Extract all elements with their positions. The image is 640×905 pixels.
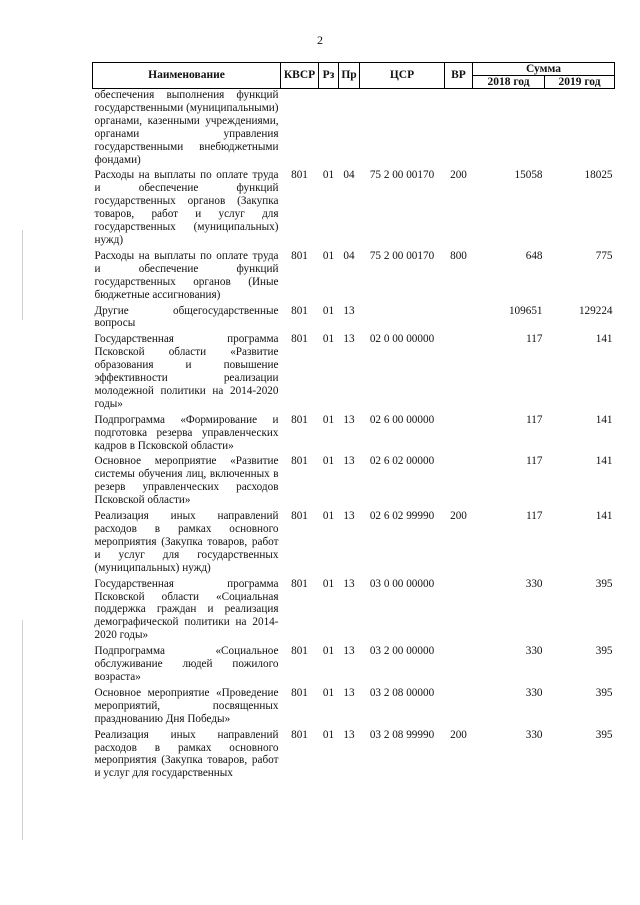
cell-csr: 75 2 00 00170 <box>369 249 435 262</box>
header-year-2018: 2018 год <box>473 76 545 89</box>
cell-name: Государственная программа Псковской области «Социальная поддержка граждан и реализация демографической политики на 2014-2020 годы» <box>94 577 279 642</box>
table-row <box>93 687 615 729</box>
table-row <box>93 414 615 456</box>
cell-kvsr <box>281 89 319 170</box>
header-pr: Пр <box>339 63 360 89</box>
cell-2018: 330 <box>525 645 543 658</box>
table-body <box>93 89 615 784</box>
cell-rz: 01 <box>322 686 335 699</box>
cell-name: Основное мероприятие «Проведение мероприятий, посвященных празднованию Дня Победы» <box>94 686 279 725</box>
cell-2019: 395 <box>595 577 613 590</box>
cell-2018: 330 <box>525 728 543 741</box>
cell-csr: 03 2 08 99990 <box>369 728 435 741</box>
cell-csr: 02 0 00 00000 <box>369 333 435 346</box>
table-row <box>93 578 615 646</box>
cell-vr <box>445 414 473 456</box>
cell-vr <box>445 89 473 170</box>
cell-kvsr: 801 <box>291 413 308 426</box>
cell-csr: 75 2 00 00170 <box>369 169 435 182</box>
cell-pr: 13 <box>343 413 355 426</box>
cell-kvsr: 801 <box>291 455 308 468</box>
cell-vr <box>445 687 473 729</box>
table-row <box>93 250 615 305</box>
cell-2019: 141 <box>595 455 613 468</box>
cell-2019: 395 <box>595 686 613 699</box>
cell-csr: 03 0 00 00000 <box>369 577 435 590</box>
cell-2018: 117 <box>526 333 543 346</box>
cell-pr: 13 <box>343 645 355 658</box>
cell-pr: 04 <box>343 169 355 182</box>
cell-kvsr: 801 <box>291 169 308 182</box>
cell-vr <box>445 305 473 334</box>
header-vr: ВР <box>445 63 473 89</box>
table-header <box>93 63 615 89</box>
scan-margin-line-top <box>22 230 23 320</box>
header-csr: ЦСР <box>360 63 445 89</box>
cell-2018: 117 <box>526 455 543 468</box>
scan-margin-line-bottom <box>22 620 23 840</box>
cell-pr: 04 <box>343 249 355 262</box>
cell-name: Подпрограмма «Формирование и подготовка резерва управленческих кадров в Псковской области» <box>94 413 279 452</box>
cell-pr: 13 <box>343 728 355 741</box>
cell-2018: 330 <box>525 686 543 699</box>
cell-vr: 200 <box>450 728 467 741</box>
cell-kvsr: 801 <box>291 686 308 699</box>
cell-kvsr: 801 <box>291 304 308 317</box>
cell-rz: 01 <box>322 455 335 468</box>
header-name: Наименование <box>93 63 281 89</box>
cell-vr <box>445 578 473 646</box>
cell-pr: 13 <box>343 304 355 317</box>
cell-2019: 141 <box>595 510 613 523</box>
cell-vr: 200 <box>450 169 467 182</box>
header-year-2019: 2019 год <box>545 76 615 89</box>
header-kvsr: КВСР <box>281 63 319 89</box>
cell-csr: 02 6 00 00000 <box>369 413 435 426</box>
header-rz: Рз <box>319 63 339 89</box>
cell-rz: 01 <box>322 510 335 523</box>
cell-rz: 01 <box>322 728 335 741</box>
cell-2018: 648 <box>525 249 543 262</box>
cell-rz: 01 <box>322 304 335 317</box>
table-row <box>93 333 615 413</box>
cell-name: Государственная программа Псковской области «Развитие образования и повышение эффективности реализации молодежной политики на 2014-2020 годы» <box>94 333 279 410</box>
cell-rz: 01 <box>322 413 335 426</box>
cell-kvsr: 801 <box>291 249 308 262</box>
table-row <box>93 455 615 510</box>
cell-pr: 13 <box>343 510 355 523</box>
cell-2019: 775 <box>595 249 613 262</box>
cell-pr: 13 <box>343 686 355 699</box>
cell-kvsr: 801 <box>291 728 308 741</box>
cell-2019: 141 <box>595 413 613 426</box>
cell-name: Реализация иных направлений расходов в рамках основного мероприятия (Закупка товаров, работ и услуг для государственных (муниципальных) нужд) <box>94 510 279 574</box>
header-sum: Сумма <box>473 63 615 76</box>
cell-2019: 395 <box>595 728 613 741</box>
table-row <box>93 729 615 784</box>
cell-name: Расходы на выплаты по оплате труда и обеспечение функций государственных органов (Иные бюджетные ассигнования) <box>94 249 279 301</box>
cell-pr: 13 <box>343 577 355 590</box>
cell-name: Реализация иных направлений расходов в рамках основного мероприятия (Закупка товаров, работ и услуг для государственных <box>94 728 279 780</box>
cell-2019 <box>545 89 615 170</box>
cell-vr: 200 <box>450 510 467 523</box>
table-row <box>93 510 615 578</box>
cell-rz: 01 <box>322 169 335 182</box>
cell-kvsr: 801 <box>291 333 308 346</box>
cell-name: Основное мероприятие «Развитие системы обучения лиц, включенных в резерв управленческих расходов Псковской области» <box>94 455 279 507</box>
cell-name: Подпрограмма «Социальное обслуживание людей пожилого возраста» <box>94 645 279 683</box>
cell-rz: 01 <box>322 333 335 346</box>
cell-vr <box>445 645 473 687</box>
table-row <box>93 169 615 249</box>
cell-rz <box>319 89 339 170</box>
cell-pr: 13 <box>343 333 355 346</box>
cell-kvsr: 801 <box>291 510 308 523</box>
page-number: 2 <box>317 33 323 47</box>
cell-csr: 02 6 02 00000 <box>369 455 435 468</box>
cell-csr: 03 2 00 00000 <box>369 645 435 658</box>
table-row <box>93 89 615 170</box>
cell-pr <box>339 89 360 170</box>
cell-rz: 01 <box>322 577 335 590</box>
cell-rz: 01 <box>322 645 335 658</box>
cell-2018: 109651 <box>508 304 543 317</box>
cell-pr: 13 <box>343 455 355 468</box>
table-row <box>93 645 615 687</box>
budget-table <box>92 62 615 783</box>
cell-rz: 01 <box>322 249 335 262</box>
cell-vr <box>445 455 473 510</box>
table-row <box>93 305 615 334</box>
cell-kvsr: 801 <box>291 645 308 658</box>
cell-csr: 02 6 02 99990 <box>369 510 435 523</box>
cell-2018: 117 <box>526 510 543 523</box>
cell-csr: 03 2 08 00000 <box>369 686 435 699</box>
cell-csr <box>360 89 445 170</box>
cell-2019: 395 <box>595 645 613 658</box>
cell-2019: 18025 <box>584 169 613 182</box>
cell-2018: 15058 <box>514 169 543 182</box>
cell-name: Расходы на выплаты по оплате труда и обеспечение функций государственных органов (Закупка товаров, работ и услуг для государственных (муниципальных) нужд) <box>94 169 279 246</box>
cell-2019: 129224 <box>578 304 613 317</box>
cell-kvsr: 801 <box>291 577 308 590</box>
cell-vr: 800 <box>450 249 467 262</box>
cell-2019: 141 <box>595 333 613 346</box>
cell-csr <box>360 305 445 334</box>
cell-name: Другие общегосударственные вопросы <box>94 304 279 330</box>
cell-2018 <box>473 89 545 170</box>
cell-2018: 117 <box>526 413 543 426</box>
cell-vr <box>445 333 473 413</box>
cell-name: обеспечения выполнения функций государственными (муниципальными) органами, казенными учреждениями, органами управления государственными внебюджетными фондами) <box>94 89 279 166</box>
cell-2018: 330 <box>525 577 543 590</box>
